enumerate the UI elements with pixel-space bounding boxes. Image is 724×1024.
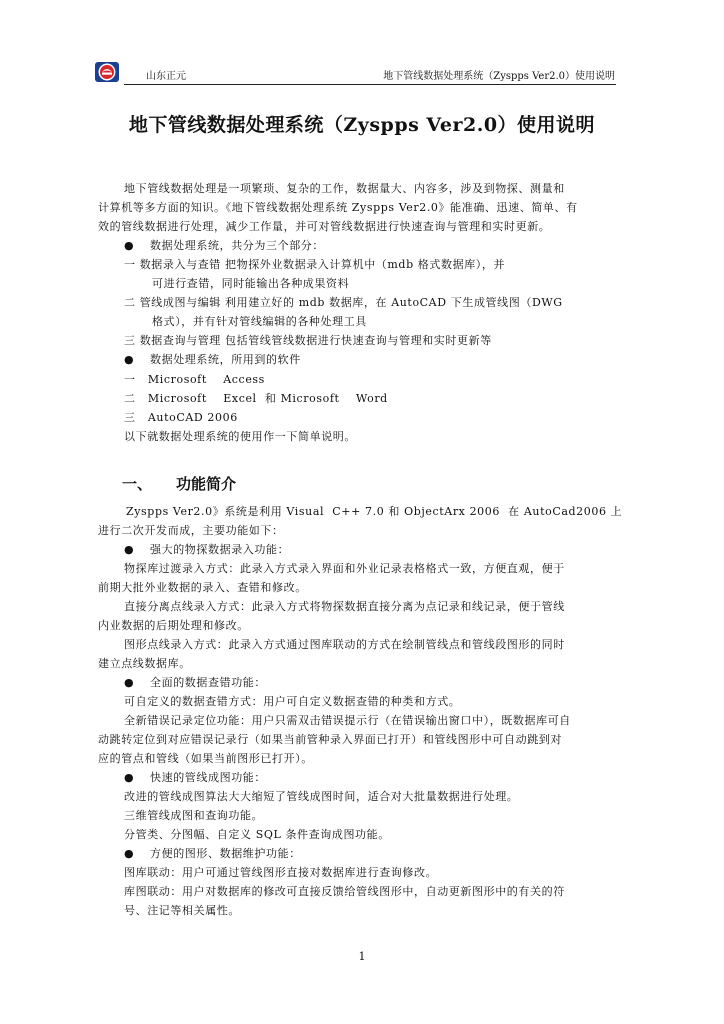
bullet-icon: ● <box>124 543 134 556</box>
summary-line: 以下就数据处理系统的使用作一下简单说明。 <box>124 430 356 443</box>
header-doc-title: 地下管线数据处理系统（Zyspps Ver2.0）使用说明 <box>383 71 615 82</box>
body-line: 动跳转定位到对应错误记录行（如果当前管种录入界面已打开）和管线图形中可自动跳到对 <box>98 733 562 746</box>
body-line: 号、注记等相关属性。 <box>124 904 240 917</box>
software-item: 三 AutoCAD 2006 <box>124 411 238 424</box>
feature-heading: 强大的物探数据录入功能： <box>150 543 290 556</box>
body-line: 直接分离点线录入方式：此录入方式将物探数据直接分离为点记录和线记录，便于管线 <box>124 600 565 613</box>
bullet-icon: ● <box>124 676 134 689</box>
body-line: 建立点线数据库。 <box>98 657 191 670</box>
bullet-icon: ● <box>124 353 134 366</box>
header-company-name: 山东正元 <box>146 71 186 82</box>
part-item: 三 数据查询与管理 包括管线管线数据进行快速查询与管理和实时更新等 <box>124 334 492 347</box>
body-line: Zyspps Ver2.0》系统是利用 Visual C++ 7.0 和 ObjectArx 2006 在 AutoCad2006 上 <box>126 505 623 518</box>
section-title: 功能简介 <box>176 475 237 493</box>
body-line: 前期大批外业数据的录入、查错和修改。 <box>98 581 307 594</box>
bullet-icon: ● <box>124 239 134 252</box>
bullet-icon: ● <box>124 847 134 860</box>
part-item-continuation: 可进行查错，同时能输出各种成果资料 <box>152 277 350 290</box>
part-item: 一 数据录入与查错 把物探外业数据录入计算机中（mdb 格式数据库），并 <box>124 258 506 271</box>
body-line: 三维管线成图和查询功能。 <box>124 809 264 822</box>
feature-heading: 快速的管线成图功能： <box>150 771 266 784</box>
company-logo-icon <box>94 61 120 83</box>
page-number: 1 <box>358 950 366 963</box>
body-line: 可自定义的数据查错方式：用户可自定义数据查错的种类和方式。 <box>124 695 461 708</box>
software-item: 一 Microsoft Access <box>124 373 265 386</box>
body-line: 全新错误记录定位功能：用户只需双击错误提示行（在错误输出窗口中），既数据库可自 <box>124 714 571 727</box>
intro-line: 地下管线数据处理是一项繁琐、复杂的工作，数据量大、内容多，涉及到物探、测量和 <box>124 182 565 195</box>
parts-heading: 数据处理系统，共分为三个部分： <box>150 239 324 252</box>
feature-heading: 方便的图形、数据维护功能： <box>150 847 301 860</box>
intro-line: 效的管线数据进行处理，减少工作量，并可对管线数据进行快速查询与管理和实时更新。 <box>98 220 551 233</box>
body-line: 进行二次开发而成，主要功能如下： <box>98 524 284 537</box>
body-line: 物探库过渡录入方式：此录入方式录入界面和外业记录表格格式一致，方便直观，便于 <box>124 562 565 575</box>
body-line: 库图联动：用户对数据库的修改可直接反馈给管线图形中，自动更新图形中的有关的符 <box>124 885 565 898</box>
body-line: 内业数据的后期处理和修改。 <box>98 619 249 632</box>
section-heading <box>122 474 236 494</box>
intro-line: 计算机等多方面的知识。《地下管线数据处理系统 Zyspps Ver2.0》能准确、迅速、简单、有 <box>98 201 578 214</box>
body-line: 改进的管线成图算法大大缩短了管线成图时间，适合对大批量数据进行处理。 <box>124 790 519 803</box>
feature-heading: 全面的数据查错功能： <box>150 676 266 689</box>
document-title: 地下管线数据处理系统（Zyspps Ver2.0）使用说明 <box>128 114 596 136</box>
bullet-icon: ● <box>124 771 134 784</box>
software-item: 二 Microsoft Excel 和 Microsoft Word <box>124 392 388 405</box>
part-item-continuation: 格式），并有针对管线编辑的各种处理工具 <box>152 315 367 328</box>
body-line: 应的管点和管线（如果当前图形已打开）。 <box>98 752 313 765</box>
body-line: 图形点线录入方式：此录入方式通过图库联动的方式在绘制管线点和管线段图形的同时 <box>124 638 565 651</box>
header-divider <box>124 84 616 85</box>
software-heading: 数据处理系统，所用到的软件 <box>150 353 301 366</box>
section-number: 一、 <box>122 475 153 493</box>
body-line: 图库联动：用户可通过管线图形直接对数据库进行查询修改。 <box>124 866 438 879</box>
body-line: 分管类、分图幅、自定义 SQL 条件查询成图功能。 <box>124 828 390 841</box>
part-item: 二 管线成图与编辑 利用建立好的 mdb 数据库，在 AutoCAD 下生成管线图（DWG <box>124 296 563 309</box>
